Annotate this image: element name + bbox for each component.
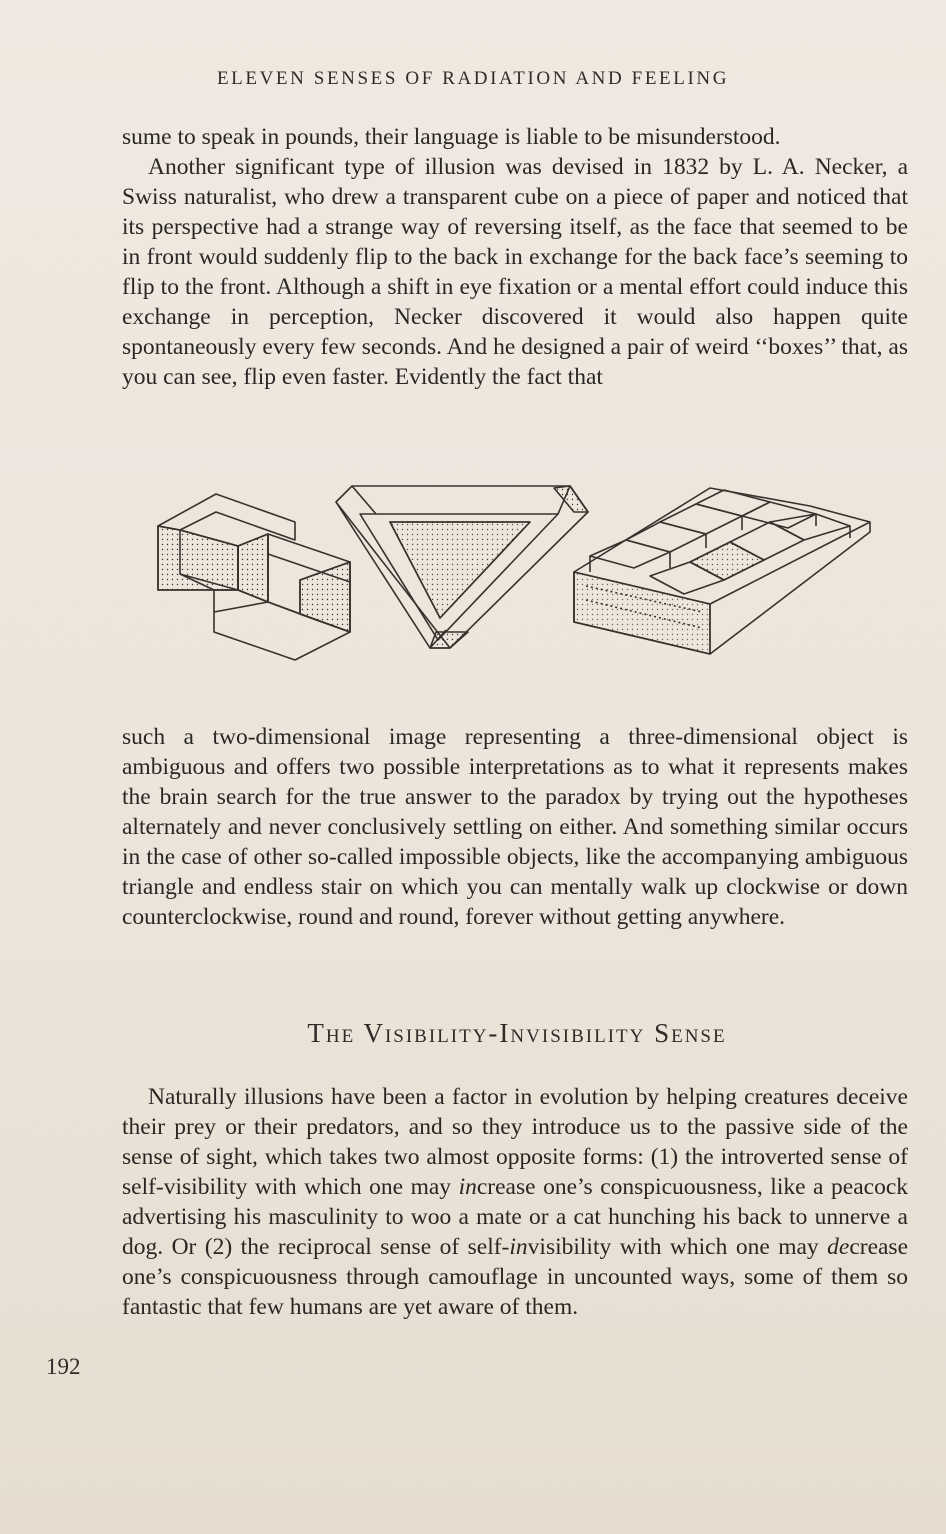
paragraph-3-text-4: crease one’s conspicuousness through camouflage in uncounted ways, some of them so fantastic that few humans are yet aware of them. xyxy=(122,1234,909,1320)
section-heading: The Visibility-Invisibility Sense xyxy=(307,1018,727,1048)
page-number: 192 xyxy=(46,1354,81,1379)
paragraph-1-body: Another significant type of illusion was devised in 1832 by L. A. Necker, a Swiss naturalist, who drew a transparent cube on a piece of paper and noticed that its perspective had a strange way of reversing itself, as the face that seemed to be in front would suddenly flip to the back in exchange for the back face’s seeming to flip to the front. Although a shift in eye fixation or a mental effort could induce this exchange in perception, Necker discovered it would also happen quite spontaneously every few seconds. And he designed a pair of weird ‘‘boxes’’ that, as you can see, flip even faster. Evidently the fact that xyxy=(122,154,908,390)
paragraph-3-emphasis-de: de xyxy=(827,1234,850,1260)
impossible-triangle-drawing xyxy=(336,486,588,648)
paragraph-3 xyxy=(122,1082,908,1322)
running-head: ELEVEN SENSES OF RADIATION AND FEELING xyxy=(216,68,730,89)
paragraph-2: such a two-dimensional image representing a three-dimensional object is ambiguous and offers two possible interpretations as to what it represents makes the brain search for the true answer to the paradox by trying out the hypotheses alternately and never conclusively settling on either. And something similar occurs in the case of other so-called impossible objects, like the accompanying ambiguous triangle and endless stair on which you can mentally walk up clockwise or down counterclockwise, round and round, forever without getting anywhere. xyxy=(122,724,908,930)
paragraph-3-text-1: Naturally illusions have been a factor in evolution by helping creatures deceive their prey or their predators, and so they introduce us to the passive side of the sense of sight, which takes two almost opposite forms: (1) the introverted sense of self-visibility with which one may xyxy=(122,1084,908,1200)
weird-boxes-drawing xyxy=(158,494,350,660)
paragraph-1 xyxy=(122,122,908,392)
impossible-objects-figure xyxy=(150,482,880,667)
paragraph-3-text-3: visibility with which one may xyxy=(527,1234,828,1260)
paragraph-1-continuation: sume to speak in pounds, their language is liable to be misunderstood. xyxy=(122,124,781,150)
endless-stair-drawing xyxy=(574,488,870,654)
paragraph-3-emphasis-in: in xyxy=(458,1174,477,1200)
paragraph-3-text-2: crease one’s conspicuousness, like a peacock advertising his masculinity to woo a mate or a cat hunching his back to unnerve a dog. Or (2) the reciprocal sense of self- xyxy=(122,1174,908,1260)
paragraph-3-body xyxy=(122,1082,908,1322)
paragraph-3-emphasis-in-2: in xyxy=(509,1234,528,1260)
